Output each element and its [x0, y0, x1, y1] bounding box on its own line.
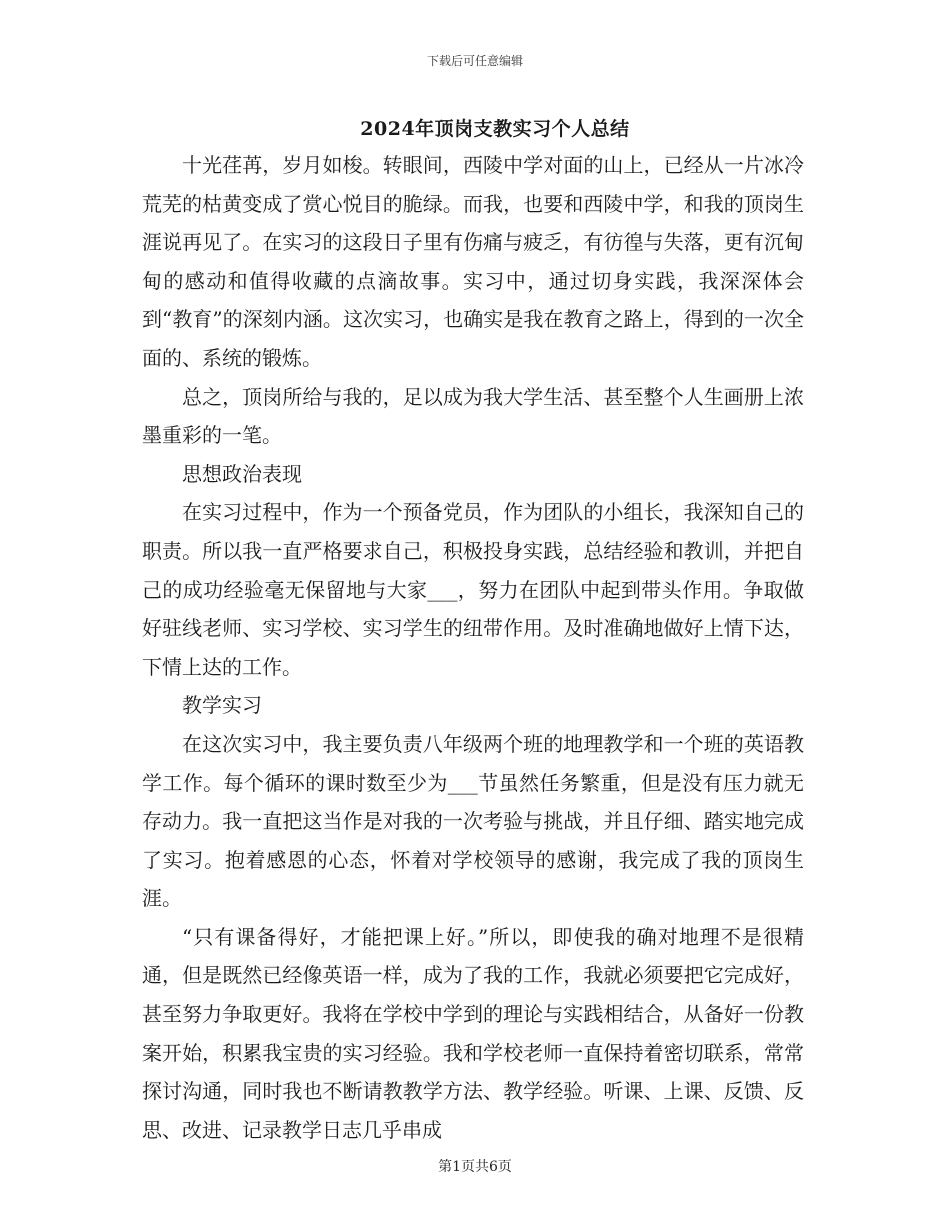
paragraph-political: 在实习过程中，作为一个预备党员，作为团队的小组长，我深知自己的职责。所以我一直严格要求自己，积极投身实践，总结经验和教训，并把自己的成功经验毫无保留地与大家___，努力在团队中起到带头作用。争取做好驻线老师、实习学校、实习学生的纽带作用。及时准确地做好上情下达，下情上达的工作。: [142, 500, 804, 679]
document-title: 2024年顶岗支教实习个人总结: [360, 118, 630, 140]
page-header: 下载后可任意编辑: [426, 54, 523, 68]
page-footer: 第1页共6页: [438, 1159, 512, 1175]
paragraph-teaching: 在这次实习中，我主要负责八年级两个班的地理教学和一个班的英语教学工作。每个循环的课时数至少为___节虽然任务繁重，但是没有压力就无存动力。我一直把这当作是对我的一次考验与挑战，并且仔细、踏实地完成了实习。抱着感恩的心态，怀着对学校领导的感谢，我完成了我的顶岗生涯。: [142, 731, 804, 911]
paragraph-intro: 十光荏苒，岁月如梭。转眼间，西陵中学对面的山上，已经从一片冰冷荒芜的枯黄变成了赏心悦目的脆绿。而我，也要和西陵中学，和我的顶岗生涯说再见了。在实习的这段日子里有伤痛与疲乏，有彷徨与失落，更有沉甸甸的感动和值得收藏的点滴故事。实习中，通过切身实践，我深深体会到“教育”的深刻内涵。这次实习，也确实是我在教育之路上，得到的一次全面的、系统的锻炼。: [142, 153, 804, 370]
section-heading-political: 思想政治表现: [182, 461, 302, 486]
section-heading-teaching: 教学实习: [182, 693, 262, 718]
paragraph-summary: 总之，顶岗所给与我的，足以成为我大学生活、甚至整个人生画册上浓墨重彩的一笔。: [142, 384, 804, 448]
document-body: [142, 146, 804, 1149]
paragraph-lesson-prep: “只有课备得好，才能把课上好。”所以，即使我的确对地理不是很精通，但是既然已经像英语一样，成为了我的工作，我就必须要把它完成好，甚至努力争取更好。我将在学校中学到的理论与实践相结合，从备好一份教案开始，积累我宝贵的实习经验。我和学校老师一直保持着密切联系，常常探讨沟通，同时我也不断请教教学方法、教学经验。听课、上课、反馈、反思、改进、记录教学日志几乎串成: [142, 924, 804, 1142]
